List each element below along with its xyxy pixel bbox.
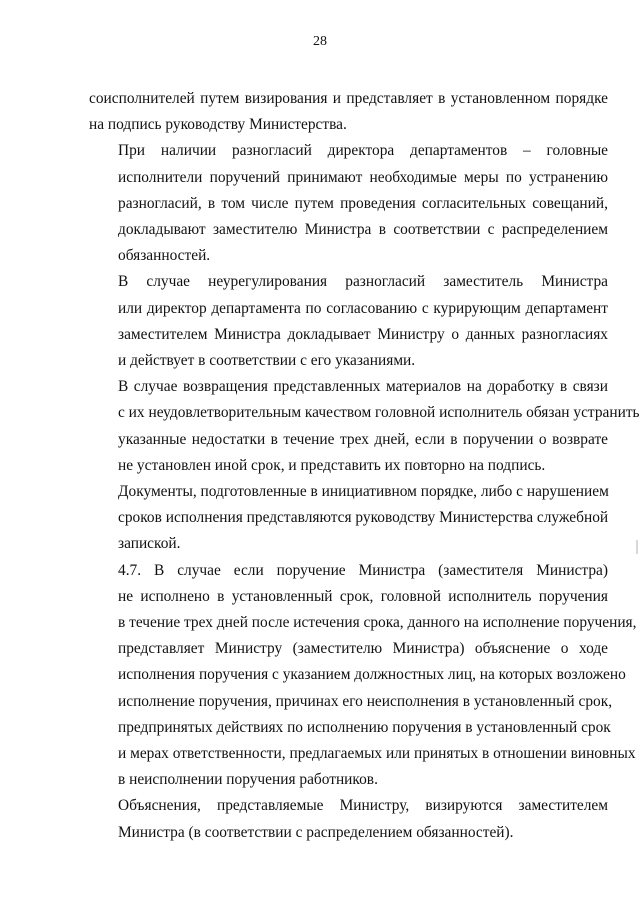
- paragraph-line: обязанностей.: [118, 247, 211, 265]
- paragraph-line: с их неудовлетворительным качеством головной исполнитель обязан устранить: [118, 404, 640, 422]
- paragraph-line: в течение трех дней после истечения срока, данного на исполнение поручения,: [118, 614, 637, 632]
- paragraph-line: 4.7. В случае если поручение Министра (заместителя Министра): [118, 561, 608, 579]
- paragraph-line: не исполнено в установленный срок, головной исполнитель поручения: [118, 587, 608, 605]
- document-paragraph: [89, 793, 608, 845]
- paragraph-line: докладывают заместителю Министра в соответствии с распределением: [118, 221, 608, 239]
- paragraph-line: сроков исполнения представляются руководству Министерства служебной: [118, 509, 609, 527]
- paragraph-line: разногласий, в том числе путем проведения согласительных совещаний,: [118, 194, 608, 212]
- paragraph-line: запиской.: [118, 535, 181, 553]
- paragraph-line: соисполнителей путем визирования и представляет в установленном порядке: [89, 90, 608, 107]
- paragraph-line: или директор департамента по согласованию с курирующим департамент: [118, 299, 608, 317]
- document-paragraph: [89, 479, 608, 558]
- paragraph-line: исполнения поручения с указанием должностных лиц, на которых возложено: [118, 666, 626, 684]
- scan-edge-mark: [636, 540, 638, 554]
- document-paragraph: [89, 138, 608, 269]
- document-paragraph: [89, 374, 640, 479]
- document-paragraph: [89, 558, 637, 794]
- paragraph-line: и мерах ответственности, предлагаемых или принятых в отношении виновных: [118, 745, 636, 763]
- page-number: 28: [313, 34, 327, 49]
- document-paragraph: [89, 269, 608, 374]
- paragraph-line: исполнение поручения, причинах его неисполнения в установленный срок,: [118, 692, 613, 710]
- document-body: [89, 86, 640, 846]
- paragraph-line: Министра (в соответствии с распределением обязанностей).: [118, 823, 514, 841]
- paragraph-line: исполнители поручений принимают необходимые меры по устранению: [118, 168, 608, 186]
- paragraph-line: При наличии разногласий директора департаментов – головные: [118, 142, 608, 160]
- paragraph-line: не установлен иной срок, и представить их повторно на подпись.: [118, 456, 546, 474]
- paragraph-line: в неисполнении поручения работников.: [118, 771, 378, 789]
- paragraph-line: и действует в соответствии с его указаниями.: [118, 352, 416, 370]
- paragraph-line: В случае возвращения представленных материалов на доработку в связи: [118, 378, 608, 396]
- paragraph-line: на подпись руководству Министерства.: [89, 116, 347, 134]
- paragraph-line: представляет Министру (заместителю Министра) объяснение о ходе: [118, 640, 608, 658]
- paragraph-line: Документы, подготовленные в инициативном порядке, либо с нарушением: [118, 483, 609, 501]
- paragraph-line: указанные недостатки в течение трех дней, если в поручении о возврате: [118, 430, 608, 448]
- paragraph-line: Объяснения, представляемые Министру, визируются заместителем: [118, 797, 608, 815]
- paragraph-line: В случае неурегулирования разногласий заместитель Министра: [118, 273, 608, 291]
- paragraph-line: заместителем Министра докладывает Министру о данных разногласиях: [118, 325, 608, 343]
- paragraph-line: предпринятых действиях по исполнению поручения в установленный срок: [118, 718, 611, 736]
- document-paragraph: [89, 86, 608, 138]
